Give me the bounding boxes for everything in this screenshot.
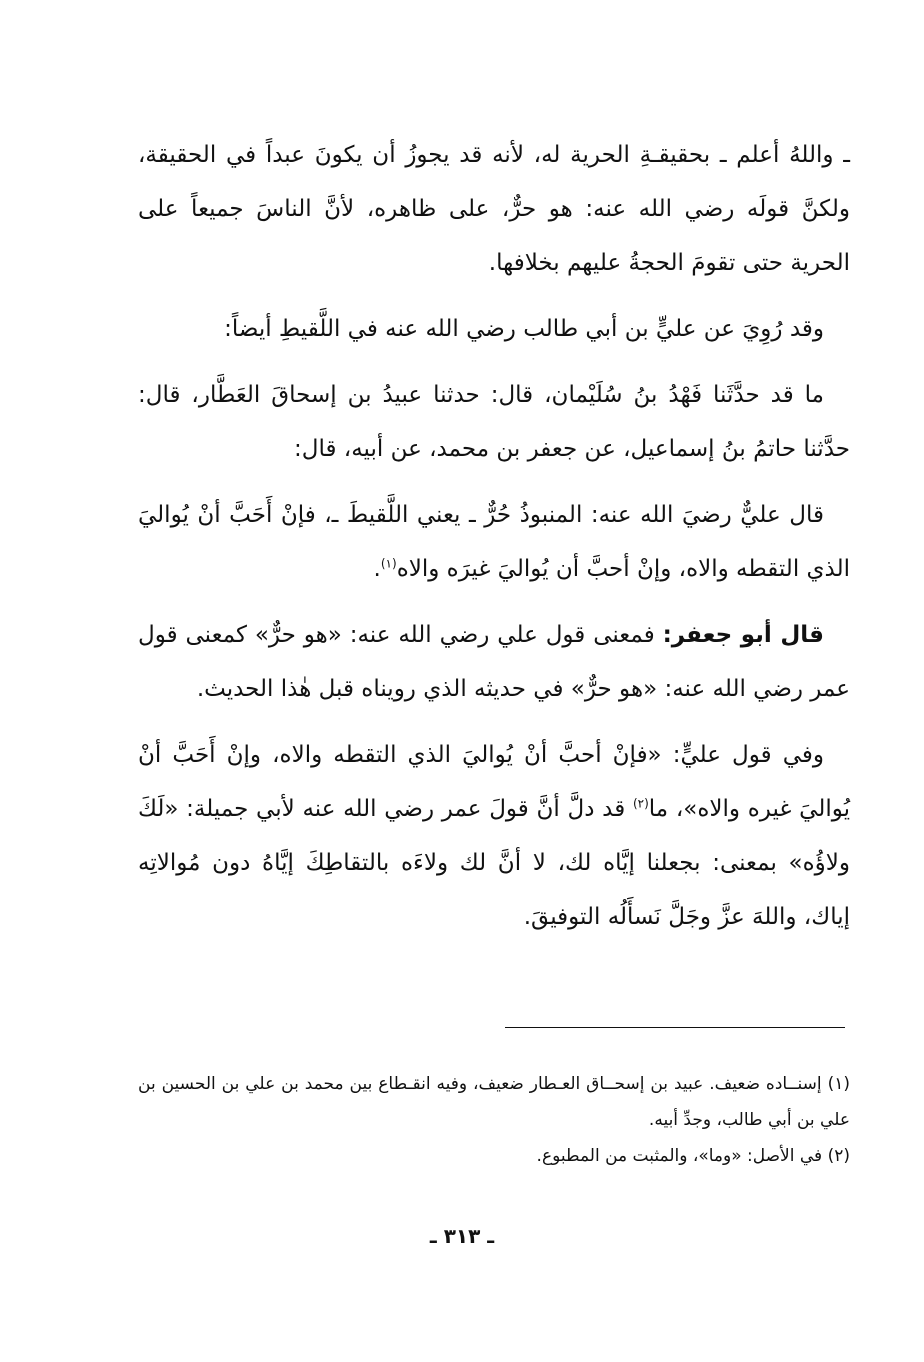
paragraph-4 xyxy=(138,488,850,596)
paragraph-2-text: وقد رُوِيَ عن عليٍّ بن أبي طالب رضي الله عنه في اللَّقيطِ أيضاً: xyxy=(224,316,824,342)
paragraph-4-tail: . xyxy=(373,556,381,582)
paragraph-3 xyxy=(138,368,850,476)
footnote-ref-1[interactable]: (١) xyxy=(380,556,397,571)
paragraph-1 xyxy=(138,128,850,290)
main-text xyxy=(138,128,850,956)
footnote-1: (١) إسنــاده ضعيف. عبيد بن إسحــاق العـطار ضعيف، وفيه انقـطاع بين محمد بن علي بن الحسين بن علي بن أبي طالب، وجدِّ أبيه. xyxy=(138,1074,850,1130)
paragraph-2 xyxy=(138,302,850,356)
paragraph-5-text: فمعنى قول علي رضي الله عنه: «هو حرٌّ» كمعنى قول عمر رضي الله عنه: «هو حرٌّ» في حديثه الذي رويناه قبل هٰذا الحديث. xyxy=(138,622,850,702)
footnotes xyxy=(138,1066,850,1174)
footnote-2: (٢) في الأصل: «وما»، والمثبت من المطبوع. xyxy=(536,1146,850,1166)
paragraph-6 xyxy=(138,728,850,944)
paragraph-3-text: ما قد حدَّثَنا فَهْدُ بنُ سُلَيْمان، قال: حدثنا عبيدُ بن إسحاقَ العَطَّار، قال: حدَّثنا حاتمُ بنُ إسماعيل، عن جعفر بن محمد، عن أبيه، قال: xyxy=(138,382,850,462)
paragraph-5 xyxy=(138,608,850,716)
footnote-ref-2[interactable]: (٢) xyxy=(632,796,649,811)
paragraph-4-text: قال عليٌّ رضيَ الله عنه: المنبوذُ حُرٌّ ـ يعني اللَّقيطَ ـ، فإنْ أَحَبَّ أنْ يُواليَ الذي التقطه والاه، وإنْ أحبَّ أن يُواليَ غيرَه والاه xyxy=(138,502,850,582)
paragraph-5-lead: قال أبو جعفر: xyxy=(662,622,824,648)
paragraph-6-text: وفي قول عليٍّ: «فإنْ أحبَّ أنْ يُواليَ الذي التقطه والاه، وإنْ أَحَبَّ أنْ يُواليَ غيره والاه»، ما xyxy=(138,742,851,822)
paragraph-1-text: ـ واللهُ أعلم ـ بحقيقـةِ الحرية له، لأنه قد يجوزُ أن يكونَ عبداً في الحقيقة، ولكنَّ قولَه رضي الله عنه: هو حرٌّ، على ظاهره، لأنَّ الناسَ جميعاً على الحرية حتى تقومَ الحجةُ عليهم بخلافها. xyxy=(138,142,850,276)
footnote-divider xyxy=(505,1027,845,1028)
page-number: ـ ٣١٣ ـ xyxy=(429,1224,495,1248)
paragraph-6-tail: قد دلَّ أنَّ قولَ عمر رضي الله عنه لأبي جميلة: «لَكَ ولاؤُه» بمعنى: بجعلنا إيَّاه لك، لا أنَّ لك ولاءَه بالتقاطِكَ إيَّاهُ دون مُوالاتِه إياك، واللهَ عزَّ وجَلَّ نَسأَلُه التوفيقَ. xyxy=(138,796,850,930)
